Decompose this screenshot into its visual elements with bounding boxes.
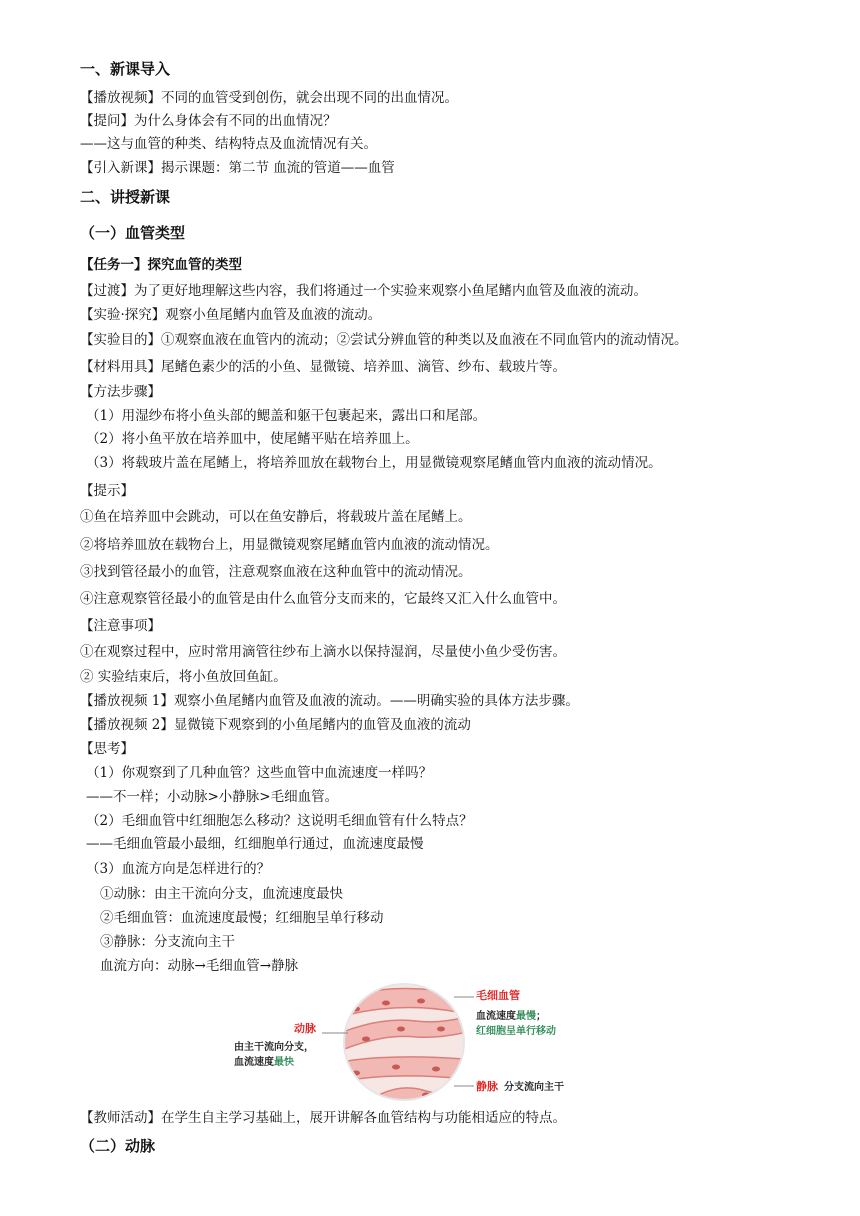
paragraph: 【材料用具】尾鳍色素少的活的小鱼、显微镜、培养皿、滴管、纱布、载玻片等。 bbox=[80, 359, 566, 375]
think-item: （1）你观察到了几种血管？这些血管中血流速度一样吗？ bbox=[86, 765, 433, 781]
paragraph: 【方法步骤】 bbox=[80, 384, 161, 400]
artery-label: 动脉 bbox=[294, 1022, 316, 1035]
task1-heading: 【任务一】探究血管的类型 bbox=[80, 257, 242, 273]
capillary-label: 毛细血管 bbox=[476, 989, 520, 1002]
paragraph: 【实验·探究】观察小鱼尾鳍内血管及血液的流动。 bbox=[80, 307, 382, 323]
tips-label: 【提示】 bbox=[80, 483, 134, 499]
lesson-heading: 二、讲授新课 bbox=[80, 188, 171, 206]
flow-item: 血流方向：动脉→毛细血管→静脉 bbox=[100, 958, 299, 974]
vessel-illustration bbox=[326, 981, 486, 1103]
think-item: （2）毛细血管中红细胞怎么移动？这说明毛细血管有什么特点？ bbox=[86, 813, 473, 829]
tip-item: ①鱼在培养皿中会跳动，可以在鱼安静后，将载玻片盖在尾鳍上。 bbox=[80, 509, 472, 525]
flow-item: ①动脉：由主干流向分支，血流速度最快 bbox=[100, 886, 343, 902]
note-item: ①在观察过程中，应时常用滴管往纱布上滴水以保持湿润，尽量使小鱼少受伤害。 bbox=[80, 644, 566, 660]
tip-item: ②将培养皿放在载物台上，用显微镜观察尾鳍血管内血液的流动情况。 bbox=[80, 537, 499, 553]
paragraph: ——这与血管的种类、结构特点及血流情况有关。 bbox=[80, 136, 377, 152]
capillary-note: 红细胞呈单行移动 bbox=[476, 1026, 556, 1037]
paragraph: 【引入新课】揭示课题：第二节 血流的管道——血管 bbox=[80, 160, 395, 176]
section1-heading: （一）血管类型 bbox=[80, 224, 186, 242]
step-item: （3）将载玻片盖在尾鳍上，将培养皿放在载物台上，用显微镜观察尾鳍血管内血液的流动情况。 bbox=[86, 455, 662, 471]
vein-label: 静脉 bbox=[476, 1080, 498, 1093]
step-item: （1）用湿纱布将小鱼头部的鳃盖和躯干包裹起来，露出口和尾部。 bbox=[86, 408, 487, 424]
tip-item: ④注意观察管径最小的血管是由什么血管分支而来的，它最终又汇入什么血管中。 bbox=[80, 591, 566, 607]
artery-note: 由主干流向分支， bbox=[234, 1042, 314, 1053]
artery-note: 血流速度最快 bbox=[234, 1057, 294, 1068]
think-item: ——不一样；小动脉>小静脉>毛细血管。 bbox=[86, 789, 339, 805]
flow-item: ③静脉：分支流向主干 bbox=[100, 934, 235, 950]
think-item: （3）血流方向是怎样进行的？ bbox=[86, 861, 271, 877]
paragraph: 【播放视频】不同的血管受到创伤，就会出现不同的出血情况。 bbox=[80, 90, 458, 106]
think-item: ——毛细血管最小最细，红细胞单行通过，血流速度最慢 bbox=[86, 836, 424, 852]
notes-label: 【注意事项】 bbox=[80, 618, 161, 634]
think-label: 【思考】 bbox=[80, 741, 134, 757]
paragraph: 【过渡】为了更好地理解这些内容，我们将通过一个实验来观察小鱼尾鳍内血管及血液的流动。 bbox=[80, 283, 647, 299]
intro-heading: 一、新课导入 bbox=[80, 60, 171, 78]
paragraph: 【播放视频 2】显微镜下观察到的小鱼尾鳍内的血管及血液的流动 bbox=[80, 717, 471, 733]
paragraph: 【实验目的】①观察血液在血管内的流动；②尝试分辨血管的种类以及血液在不同血管内的流动情况。 bbox=[80, 332, 688, 348]
vein-note: 分支流向主干 bbox=[504, 1082, 564, 1093]
blood-vessel-diagram bbox=[226, 981, 566, 1103]
flow-item: ②毛细血管：血流速度最慢；红细胞呈单行移动 bbox=[100, 910, 384, 926]
step-item: （2）将小鱼平放在培养皿中，使尾鳍平贴在培养皿上。 bbox=[86, 431, 419, 447]
paragraph: 【提问】为什么身体会有不同的出血情况？ bbox=[80, 113, 337, 129]
paragraph: 【播放视频 1】观察小鱼尾鳍内血管及血液的流动。——明确实验的具体方法步骤。 bbox=[80, 693, 579, 709]
section2-heading: （二）动脉 bbox=[80, 1137, 156, 1155]
note-item: ② 实验结束后，将小鱼放回鱼缸。 bbox=[80, 669, 287, 685]
tip-item: ③找到管径最小的血管，注意观察血液在这种血管中的流动情况。 bbox=[80, 564, 472, 580]
paragraph: 【教师活动】在学生自主学习基础上，展开讲解各血管结构与功能相适应的特点。 bbox=[80, 1110, 566, 1126]
capillary-note: 血流速度最慢； bbox=[476, 1011, 546, 1022]
